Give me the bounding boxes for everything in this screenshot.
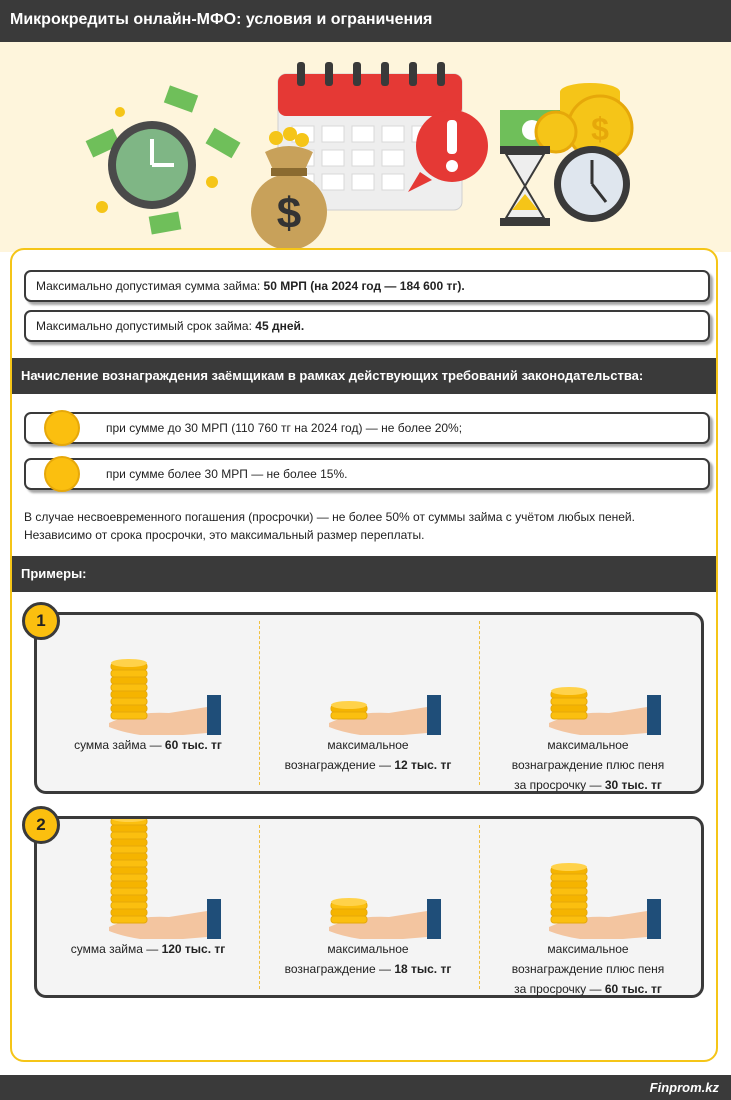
sleeve-cuff (427, 695, 441, 735)
caption-value: 120 тыс. тг (161, 942, 226, 956)
caption-prefix: вознаграждение — (284, 962, 395, 976)
coin-top (331, 898, 367, 906)
example-caption (259, 735, 477, 775)
caption-line: максимальное (547, 738, 629, 752)
caption-prefix: за просрочку — (514, 982, 605, 996)
example-card-2 (34, 816, 704, 998)
example-number-badge: 1 (22, 602, 60, 640)
coins-hourglass-clock-icon (500, 83, 632, 226)
coin (551, 916, 587, 923)
example-caption (39, 735, 257, 755)
coin (111, 698, 147, 705)
example-column (39, 819, 257, 995)
coin (551, 909, 587, 916)
sleeve-cuff (207, 899, 221, 939)
sleeve-cuff (647, 695, 661, 735)
coin (111, 832, 147, 839)
caption-value: 12 тыс. тг (394, 758, 452, 772)
coin (111, 853, 147, 860)
caption-prefix: вознаграждение — (284, 758, 395, 772)
example-column (39, 615, 257, 791)
example-caption (479, 735, 697, 795)
coin-top (551, 863, 587, 871)
coin-bullet-icon (44, 410, 80, 446)
caption-line: максимальное (547, 942, 629, 956)
coin (551, 705, 587, 712)
coin (551, 895, 587, 902)
caption-prefix: за просрочку — (514, 778, 605, 792)
coin (551, 712, 587, 719)
coin-top (111, 659, 147, 667)
page-title: Микрокредиты онлайн-МФО: условия и ограничения (10, 11, 433, 28)
coin (551, 698, 587, 705)
max-loan-term-label: Максимально допустимый срок займа: (36, 319, 256, 333)
overdue-note: В случае несвоевременного погашения (просрочки) — не более 50% от суммы займа с учётом любых пеней. Независимо от срока просрочки, это максимальный размер переплаты. (24, 510, 635, 542)
example-card-1 (34, 612, 704, 794)
coin (111, 867, 147, 874)
rate-item (24, 412, 710, 444)
coin (111, 825, 147, 832)
caption-line: вознаграждение плюс пеня (511, 962, 665, 976)
clock-with-money-icon (86, 85, 241, 234)
coin (111, 839, 147, 846)
max-loan-term-box (24, 310, 710, 342)
max-loan-term-value: 45 дней. (255, 319, 305, 333)
coin (111, 916, 147, 923)
max-loan-amount-value: 50 МРП (на 2024 год — 184 600 тг). (263, 279, 465, 293)
hand-with-coins-icon (479, 615, 697, 735)
coin (331, 712, 367, 719)
coin (111, 705, 147, 712)
example-caption (39, 939, 257, 959)
example-number-badge: 2 (22, 806, 60, 844)
caption-value: 18 тыс. тг (394, 962, 452, 976)
sleeve-cuff (647, 899, 661, 939)
example-caption (259, 939, 477, 979)
footer-bar (0, 1075, 731, 1100)
coin (111, 684, 147, 691)
coin-top (551, 687, 587, 695)
hand-with-coins-icon (39, 819, 257, 939)
coin (111, 677, 147, 684)
caption-value: 30 тыс. тг (604, 778, 662, 792)
coin (111, 691, 147, 698)
coin (111, 874, 147, 881)
sleeve-cuff (427, 899, 441, 939)
example-column (259, 819, 477, 995)
example-caption (479, 939, 697, 999)
example-column (259, 615, 477, 791)
max-loan-amount-box (24, 270, 710, 302)
examples-heading: Примеры: (12, 556, 716, 592)
coin (111, 712, 147, 719)
max-loan-amount-label: Максимально допустимая сумма займа: (36, 279, 264, 293)
info-panel (10, 248, 718, 1062)
coin (331, 916, 367, 923)
brand-logo: Finprom.kz (649, 1080, 719, 1095)
caption-prefix: сумма займа — (70, 942, 162, 956)
coin (111, 881, 147, 888)
example-column (479, 819, 697, 995)
hero-illustration (0, 42, 731, 252)
svg-text:$: $ (591, 111, 609, 147)
coin (551, 881, 587, 888)
coin (111, 670, 147, 677)
hand-with-coins-icon (259, 819, 477, 939)
coin (111, 860, 147, 867)
rate-item (24, 458, 710, 490)
caption-line: вознаграждение плюс пеня (511, 758, 665, 772)
caption-line: максимальное (327, 738, 409, 752)
rate-item-text: при сумме более 30 МРП — не более 15%. (106, 467, 348, 481)
coin-top (331, 701, 367, 709)
hand-with-coins-icon (479, 819, 697, 939)
coin (111, 888, 147, 895)
coin (551, 888, 587, 895)
coin-bullet-icon (44, 456, 80, 492)
caption-prefix: сумма займа — (74, 738, 165, 752)
rate-item-text: при сумме до 30 МРП (110 760 тг на 2024 год) — не более 20%; (106, 421, 463, 435)
header-bar (0, 0, 731, 42)
hand-with-coins-icon (259, 615, 477, 735)
coin (551, 902, 587, 909)
example-column (479, 615, 697, 791)
hand-with-coins-icon (39, 615, 257, 735)
coin (331, 909, 367, 916)
coin (111, 895, 147, 902)
coin (111, 902, 147, 909)
caption-line: максимальное (327, 942, 409, 956)
caption-value: 60 тыс. тг (604, 982, 662, 996)
coin (111, 846, 147, 853)
coin (111, 909, 147, 916)
rates-heading: Начисление вознаграждения заёмщикам в рамках действующих требований законодательства: (12, 358, 716, 394)
sleeve-cuff (207, 695, 221, 735)
caption-value: 60 тыс. тг (164, 738, 222, 752)
coin (551, 874, 587, 881)
svg-text:$: $ (276, 189, 302, 238)
